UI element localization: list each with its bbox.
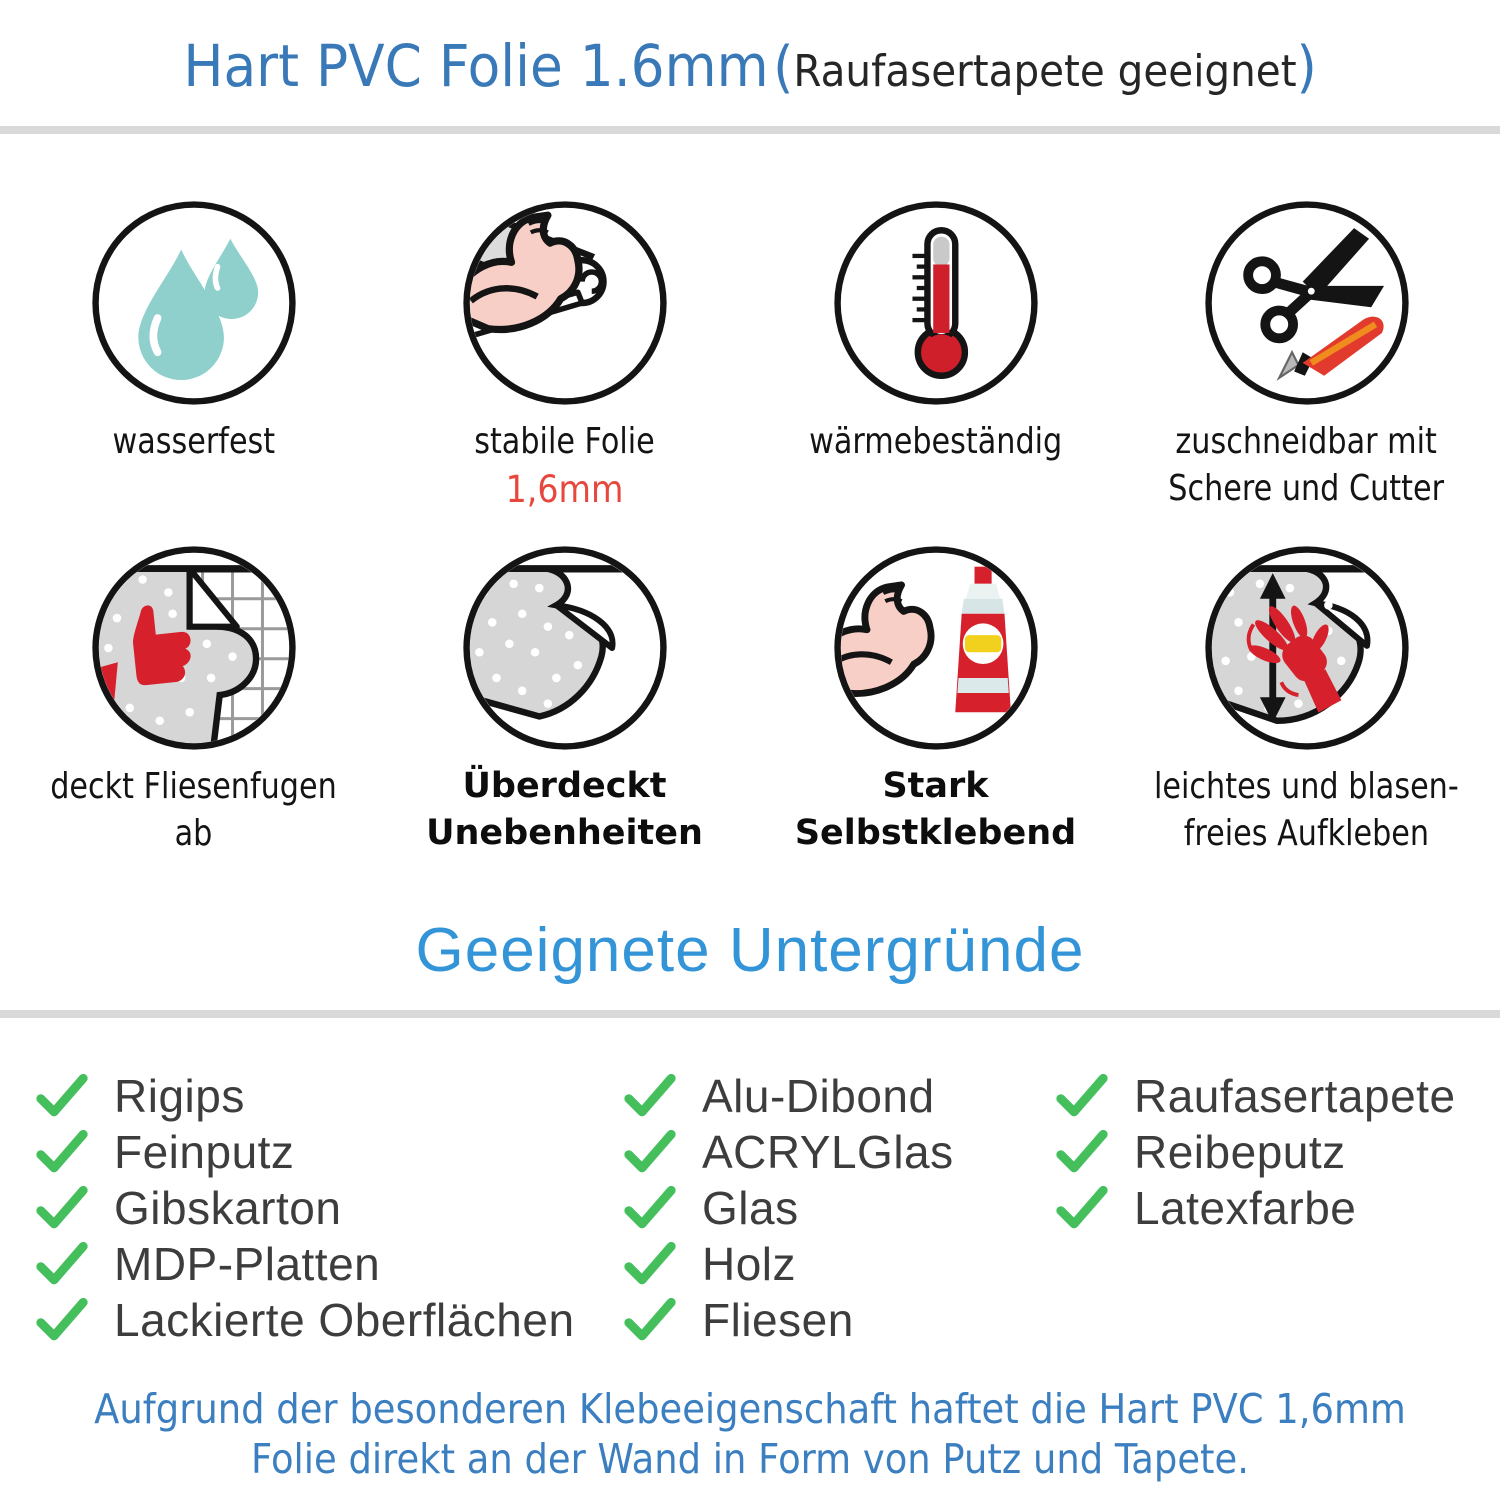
list-item [622,1124,1054,1180]
list-item [1054,1068,1500,1124]
check-icon [622,1241,678,1287]
substrate-label: Glas [702,1182,799,1234]
feature-label: deckt Fliesenfugen ab [50,766,337,854]
feature-heat-resistant [750,196,1121,515]
substrate-label: Feinputz [114,1126,295,1178]
substrates-column-3 [1054,1068,1500,1348]
check-icon [34,1241,90,1287]
check-icon [1054,1185,1110,1231]
substrate-label: ACRYLGlas [702,1126,954,1178]
check-icon [34,1129,90,1175]
title-paren-open: ( [773,35,794,100]
feature-bubble-free [1121,541,1492,857]
substrate-label: Holz [702,1238,797,1290]
feature-label: zuschneidbar mit Schere und Cutter [1168,421,1445,509]
check-icon [622,1297,678,1343]
water-drops-icon [87,196,301,410]
substrate-label: MDP-Platten [114,1238,381,1290]
footer-note [75,1384,1425,1484]
list-item [34,1124,622,1180]
footer-line: Aufgrund der besonderen Klebeeigenschaft haftet die Hart PVC 1,6mm [94,1385,1406,1433]
substrate-label: Raufasertapete [1134,1070,1456,1122]
list-item [622,1292,1054,1348]
check-icon [1054,1129,1110,1175]
check-icon [34,1185,90,1231]
feature-label: leichtes und blasen- freies Aufkleben [1154,766,1459,854]
feature-covers-unevenness [379,541,750,857]
check-icon [1054,1073,1110,1119]
feature-cuttable [1121,196,1492,515]
feature-self-adhesive [750,541,1121,857]
list-item [622,1068,1054,1124]
title-subtitle: Raufasertapete geeignet [793,46,1297,97]
feature-label: wärmebeständig [808,421,1063,462]
feature-label: Stark Selbstklebend [794,766,1077,853]
substrate-label: Gibskarton [114,1182,342,1234]
list-item [1054,1124,1500,1180]
footer-line: Folie direkt an der Wand in Form von Putz und Tapete. [251,1435,1249,1483]
substrates-list [0,1068,1500,1348]
page-title [60,0,1440,100]
tile-joints-icon [87,541,301,755]
foil-thickness-note: 1,6mm [505,468,624,511]
substrates-heading: Geeignete Untergründe [415,916,1085,985]
feature-waterproof [8,196,379,515]
list-item [34,1236,622,1292]
self-adhesive-icon [829,541,1043,755]
substrate-label: Alu-Dibond [702,1070,935,1122]
list-item [34,1180,622,1236]
check-icon [34,1297,90,1343]
check-icon [34,1073,90,1119]
title-paren-close: ) [1296,35,1317,100]
list-item [1054,1180,1500,1236]
thermometer-icon [829,196,1043,410]
bubble-free-icon [1200,541,1414,755]
covers-unevenness-icon [458,541,672,755]
substrate-label: Reibeputz [1134,1126,1346,1178]
divider-middle [0,1010,1500,1018]
substrate-label: Rigips [114,1070,245,1122]
feature-label: Überdeckt Unebenheiten [426,766,703,853]
list-item [622,1236,1054,1292]
list-item [34,1068,622,1124]
title-main: Hart PVC Folie 1.6mm [183,32,769,100]
feature-stable-foil [379,196,750,515]
substrates-column-2 [622,1068,1054,1348]
substrates-column-1 [34,1068,622,1348]
feature-tile-joints [8,541,379,857]
feature-label: stabile Folie 1,6mm [457,418,672,515]
scissors-cutter-icon [1200,196,1414,410]
strong-foil-icon [458,196,672,410]
substrate-label: Lackierte Oberflächen [114,1294,575,1346]
feature-label: wasserfest [112,421,275,462]
feature-grid [0,196,1500,857]
substrate-label: Latexfarbe [1134,1182,1357,1234]
check-icon [622,1185,678,1231]
divider-top [0,126,1500,134]
list-item [622,1180,1054,1236]
check-icon [622,1129,678,1175]
list-item [34,1292,622,1348]
check-icon [622,1073,678,1119]
substrate-label: Fliesen [702,1294,854,1346]
